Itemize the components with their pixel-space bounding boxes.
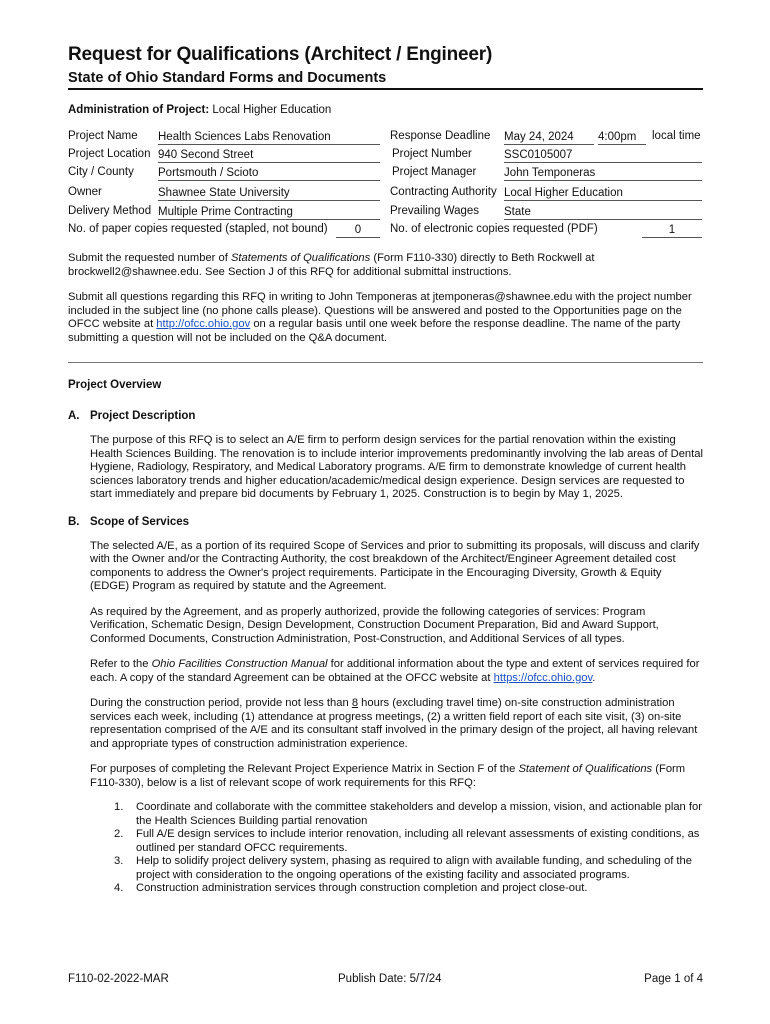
section-b-body xyxy=(90,540,703,791)
project-description-text: The purpose of this RFQ is to select an A/E firm to perform design services for the partial renovation within the existing Health Sciences Building. The renovation is to include interior improvements predominantly involving the lab areas of Dental Hygiene, Radiology, Respiratory, and Medical Laboratory programs. A/E firm to demonstrate knowledge of current health sciences laboratory trends and higher education/academic/medical design experience. Design services are requested to start immediately and prepare bid documents by February 1, 2025. Construction is to begin by May 1, 2025. xyxy=(90,434,703,500)
response-deadline-time-field: 4:00pm xyxy=(598,130,646,145)
section-a-body xyxy=(90,434,703,502)
list-item: 3. Help to solidify project delivery system, phasing as required to align with available funding, and scheduling of the project with consideration to the ongoing operations of the existing facility and associated programs. xyxy=(114,855,692,881)
info-row xyxy=(68,148,703,166)
list-item: 4. Construction administration services through construction completion and project close-out. xyxy=(114,882,588,894)
city-county-label: City / County xyxy=(68,166,134,178)
response-deadline-date-field: May 24, 2024 xyxy=(504,130,594,145)
scope-paragraph: Refer to the Ohio Facilities Construction Manual for additional information about the type and extent of services required for each. A copy of the standard Agreement can be obtained at the OFCC website at https://ofcc.ohio.gov. xyxy=(90,658,700,684)
info-row xyxy=(68,130,703,148)
contracting-authority-field: Local Higher Education xyxy=(504,186,702,201)
submittal-instructions: Submit the requested number of Statements of Qualifications (Form F110-330) directly to Beth Rockwell at brockwell2@shawnee.edu. See Section J of this RFQ for additional submittal instructions. xyxy=(68,252,595,278)
local-time-label: local time xyxy=(652,130,701,142)
administration-label: Administration of Project: xyxy=(68,104,210,116)
owner-field: Shawnee State University xyxy=(158,186,380,201)
project-number-label: Project Number xyxy=(392,148,472,160)
project-location-label: Project Location xyxy=(68,148,151,160)
response-deadline-label: Response Deadline xyxy=(390,130,491,142)
document-page xyxy=(68,44,703,896)
project-number-field: SSC0105007 xyxy=(504,148,702,163)
paper-copies-field: 0 xyxy=(336,223,380,238)
publish-date: Publish Date: 5/7/24 xyxy=(338,973,442,985)
project-name-label: Project Name xyxy=(68,130,138,142)
info-row xyxy=(68,223,703,241)
questions-instructions: Submit all questions regarding this RFQ in writing to John Temponeras at jtemponeras@shawnee.edu with the project number included in the subject line (no phone calls please). Questions will be answered and posted to the Opportunities page on the OFCC website at http://ofcc.ohio.gov on a regular basis until one week before the response deadline. The name of the party submitting a question will not be included on the Q&A document. xyxy=(68,291,692,344)
form-id: F110-02-2022-MAR xyxy=(68,973,169,985)
section-b-heading: B. Scope of Services xyxy=(68,515,190,528)
scope-paragraph: The selected A/E, as a portion of its required Scope of Services and prior to submitting its proposals, will discuss and clarify with the Owner and/or the Contracting Authority, the cost breakdown of the Architect/Engineer Agreement detailed cost components to address the Owner's project requirements. Participate in the Encouraging Diversity, Growth & Equity (EDGE) Program as required by statute and the Agreement. xyxy=(90,539,700,592)
project-location-field: 940 Second Street xyxy=(158,148,380,163)
delivery-method-field: Multiple Prime Contracting xyxy=(158,205,380,220)
section-divider xyxy=(68,362,703,363)
document-subtitle: State of Ohio Standard Forms and Documents xyxy=(68,70,703,90)
project-manager-field: John Temponeras xyxy=(504,166,702,181)
scope-paragraph: During the construction period, provide not less than 8 hours (excluding travel time) on-site construction administration services each week, including (1) attendance at progress meetings, (2) a written field report of each site visit, (3) on-site representation comprised of the A/E and its consultant staff involved in the primary design of the project, all having relevant and appropriate types of construction administration experience. xyxy=(90,697,698,750)
document-title: Request for Qualifications (Architect / Engineer) xyxy=(68,44,493,65)
page-number: Page 1 of 4 xyxy=(644,973,703,985)
list-item: 2. Full A/E design services to include interior renovation, including all relevant assessments of existing conditions, as outlined per standard OFCC requirements. xyxy=(114,828,700,854)
project-info-grid xyxy=(68,130,703,242)
scope-requirements-list xyxy=(68,801,703,896)
info-row xyxy=(68,166,703,184)
paper-copies-label: No. of paper copies requested (stapled, not bound) xyxy=(68,223,328,235)
project-overview-heading: Project Overview xyxy=(68,379,162,391)
electronic-copies-label: No. of electronic copies requested (PDF) xyxy=(390,223,598,235)
delivery-method-label: Delivery Method xyxy=(68,205,152,217)
prevailing-wages-label: Prevailing Wages xyxy=(390,205,480,217)
administration-value: Local Higher Education xyxy=(212,104,332,116)
city-county-field: Portsmouth / Scioto xyxy=(158,166,380,181)
section-a-heading: A. Project Description xyxy=(68,410,196,422)
electronic-copies-field: 1 xyxy=(642,223,702,238)
ofcc-agreement-link[interactable]: https://ofcc.ohio.gov xyxy=(493,671,593,684)
info-row xyxy=(68,186,703,204)
administration-line xyxy=(68,104,703,116)
list-item: 1. Coordinate and collaborate with the committee stakeholders and develop a mission, vision, and actionable plan for the Health Sciences Building partial renovation xyxy=(114,801,702,827)
ofcc-website-link[interactable]: http://ofcc.ohio.gov xyxy=(156,318,251,330)
prevailing-wages-field: State xyxy=(504,205,702,220)
scope-paragraph: As required by the Agreement, and as properly authorized, provide the following categories of services: Program Verification, Schematic Design, Design Development, Construction Document Preparation, Bid and Award Support, Conformed Documents, Construction Administration, Post-Construction, and Additional Services of all types. xyxy=(90,605,659,645)
info-row xyxy=(68,205,703,223)
project-manager-label: Project Manager xyxy=(392,166,477,178)
project-name-field: Health Sciences Labs Renovation xyxy=(158,130,380,145)
scope-paragraph: For purposes of completing the Relevant Project Experience Matrix in Section F of the Statement of Qualifications (Form F110-330), below is a list of relevant scope of work requirements for this RFQ: xyxy=(90,763,686,789)
owner-label: Owner xyxy=(68,186,102,198)
contracting-authority-label: Contracting Authority xyxy=(390,186,497,198)
